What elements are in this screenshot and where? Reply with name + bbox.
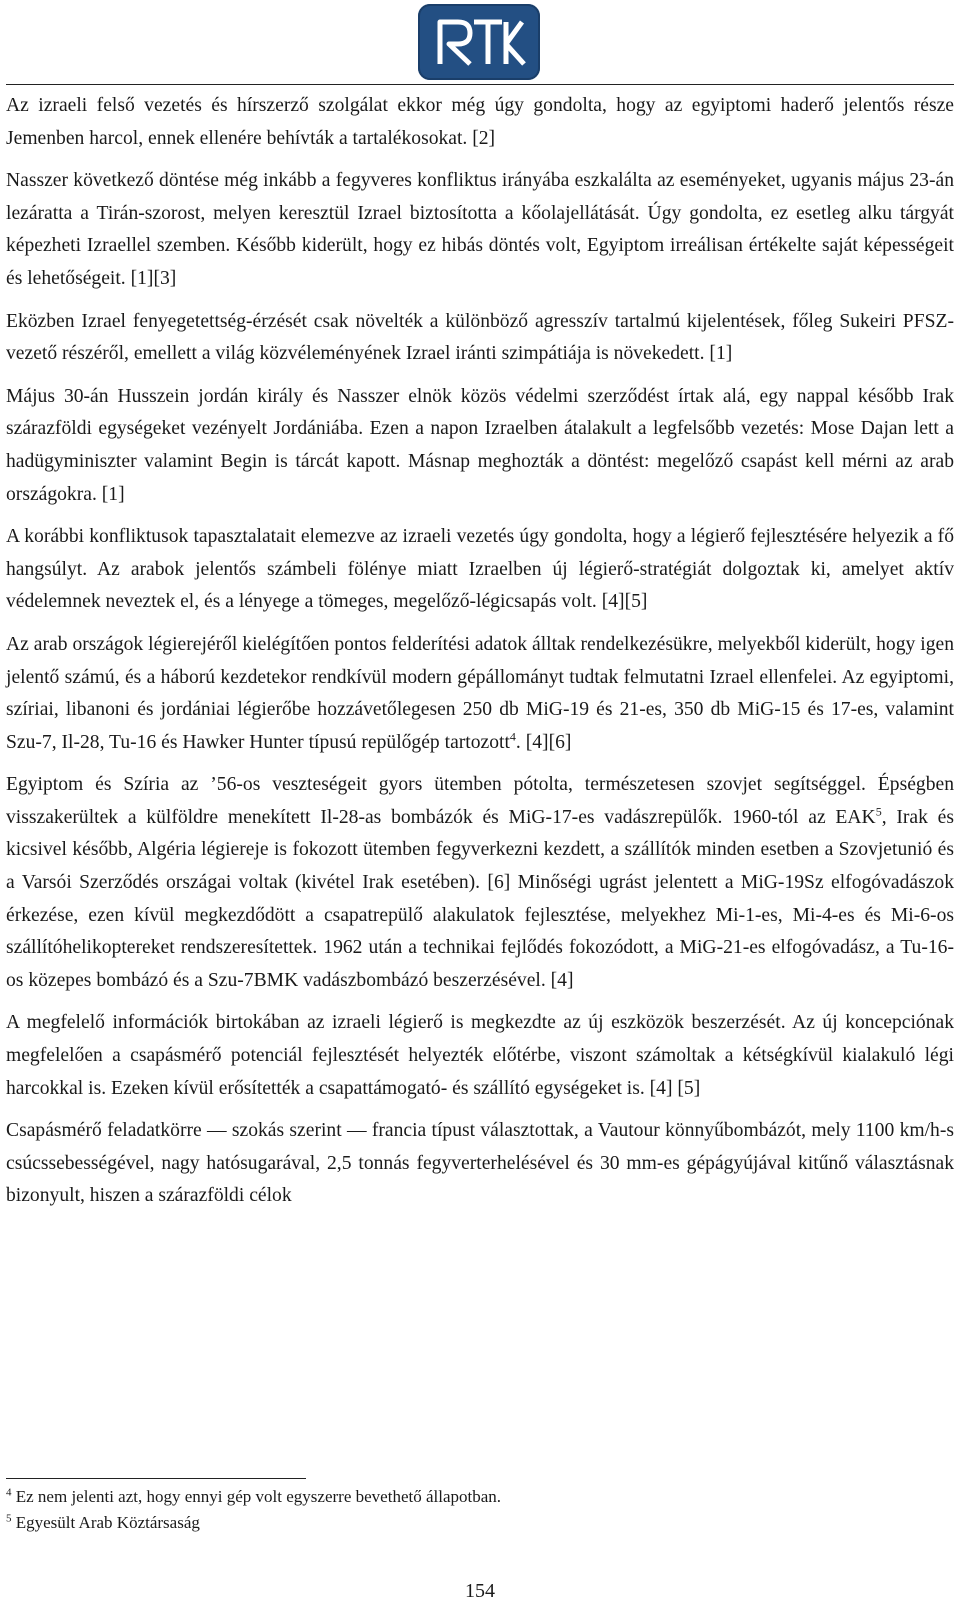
footnotes bbox=[6, 1484, 906, 1536]
paragraph-7-tail: , Irak és kicsivel később, Algéria légiereje is fokozott ütemben fegyverkezni kezdett, a szállítók minden esetben a Szovjetunió és a Varsói Szerződés országai voltak (kivétel Irak esetében). [6] Minőségi ugrást jelentett a MiG-19Sz elfogóvadászok érkezése, ezen kívül megkezdődött a csapatrepülő alakulatok fejlesztése, melyekhez Mi-1-es, Mi-4-es és Mi-6-os szállítóhelikoptereket rendszeresítettek. 1962 után a technikai fejlődés fokozódott, a MiG-21-es elfogóvadász, a Tu-16-os közepes bombázó és a Szu-7BMK vadászbombázó beszerzésével. [4] bbox=[6, 806, 954, 991]
paragraph-9 bbox=[6, 1115, 954, 1213]
page-header bbox=[0, 0, 960, 84]
paragraph-5 bbox=[6, 521, 954, 619]
footnote-5 bbox=[6, 1510, 906, 1536]
paragraph-8 bbox=[6, 1007, 954, 1105]
paragraph-2-text: Nasszer következő döntése még inkább a fegyveres konfliktus irányába eszkalálta az eseményeket, ugyanis május 23-án lezáratta a Tirán-szorost, melyen keresztül Izrael biztosította a kőolajellátását. Úgy gondolta, ez esetleg alku tárgyát képezheti Izraellel szemben. Később kiderült, hogy ez hibás döntés volt, Egyiptom irreálisan értékelte saját képességeit és lehetőségeit. [1][3] bbox=[6, 170, 954, 289]
paragraph-1-text: Az izraeli felső vezetés és hírszerző szolgálat ekkor még úgy gondolta, hogy az egyiptomi haderő jelentős része Jemenben harcol, ennek ellenére behívták a tartalékosokat. [2] bbox=[6, 95, 954, 149]
paragraph-6-tail: . [4][6] bbox=[515, 731, 572, 753]
footnote-number: 4 bbox=[6, 1486, 12, 1499]
paragraph-1 bbox=[6, 90, 954, 155]
rtk-logo-mark bbox=[418, 4, 540, 80]
paragraph-7-text: Egyiptom és Szíria az ’56-os veszteségeit gyors ütemben pótolta, természetesen szovjet segítséggel. Épségben visszakerültek a külföldre menekített Il-28-as bombázók és MiG-17-es vadászrepülők. 1960-tól az EAK bbox=[6, 774, 954, 828]
header-divider bbox=[6, 84, 954, 85]
footnote-4 bbox=[6, 1484, 906, 1510]
paragraph-4-text: Május 30-án Husszein jordán király és Nasszer elnök közös védelmi szerződést írtak alá, egy nappal később Irak szárazföldi egységeket vezényelt Jordániába. Ezen a napon Izraelben átalakult a legfelsőbb vezetés: Mose Dajan lett a hadügyminiszter valamint Begin is tárcát kapott. Másnap meghozták a döntést: megelőző csapást kell mérni az arab országokra. [1] bbox=[6, 385, 954, 505]
footnote-ref-5[interactable]: 5 bbox=[875, 804, 882, 819]
paragraph-2 bbox=[6, 165, 954, 295]
paragraph-8-text: A megfelelő információk birtokában az izraeli légierő is megkezdte az új eszközök beszerzését. Az új koncepciónak megfelelően a csapásmérő potenciál fejlesztését helyezték előtérbe, viszont számoltak a kétségkívül kialakuló légi harcokkal is. Ezeken kívül erősítették a csapattámogató- és szállító egységeket is. [4] [5] bbox=[6, 1012, 954, 1099]
paragraph-6 bbox=[6, 629, 954, 759]
document-body bbox=[6, 90, 954, 1223]
paragraph-7 bbox=[6, 769, 954, 997]
paragraph-3 bbox=[6, 306, 954, 371]
paragraph-3-text: Eközben Izrael fenyegetettség-érzését csak növelték a különböző agresszív tartalmú kijelentések, főleg Sukeiri PFSZ-vezető részéről, emellett a világ közvéleményének Izrael iránti szimpátiája is növekedett. [1] bbox=[6, 310, 954, 365]
footnote-divider bbox=[6, 1478, 306, 1479]
rtk-logo bbox=[418, 4, 540, 80]
paragraph-5-text: A korábbi konfliktusok tapasztalatait elemezve az izraeli vezetés úgy gondolta, hogy a légierő fejlesztésére helyezik a fő hangsúlyt. Az arabok jelentős számbeli fölénye miatt Izraelben új légierő-stratégiát dolgoztak ki, amelyet aktív védelemnek neveztek el, és a lényege a tömeges, megelőző-légicsapás volt. [4][5] bbox=[6, 526, 954, 613]
footnote-text: Ez nem jelenti azt, hogy ennyi gép volt egyszerre bevethető állapotban. bbox=[15, 1487, 502, 1506]
footnote-ref-4[interactable]: 4 bbox=[509, 729, 516, 744]
footnote-text: Egyesült Arab Köztársaság bbox=[15, 1513, 200, 1532]
paragraph-6-text: Az arab országok légierejéről kielégítően pontos felderítési adatok álltak rendelkezésükre, melyekből kiderült, hogy igen jelentő számú, és a háború kezdetekor rendkívül modern gépállományt tudtak felmutatni Izrael ellenfelei. Az egyiptomi, szíriai, libanoni és jordániai légierőbe hozzávetőlegesen 250 db MiG-19 és 21-es, 350 db MiG-15 és 17-es, valamint Szu-7, Il-28, Tu-16 és Hawker Hunter típusú repülőgép tartozott bbox=[6, 633, 954, 753]
page-number: 154 bbox=[465, 1580, 495, 1602]
paragraph-4 bbox=[6, 381, 954, 511]
footnote-number: 5 bbox=[6, 1512, 12, 1525]
paragraph-9-text: Csapásmérő feladatkörre — szokás szerint — francia típust választottak, a Vautour könnyűbombázót, mely 1100 km/h-s csúcssebességével, nagy hatósugarával, 2,5 tonnás fegyverterhelésével és 30 mm-es gépágyújával kitűnő választásnak bizonyult, hiszen a szárazföldi célok bbox=[6, 1120, 954, 1207]
